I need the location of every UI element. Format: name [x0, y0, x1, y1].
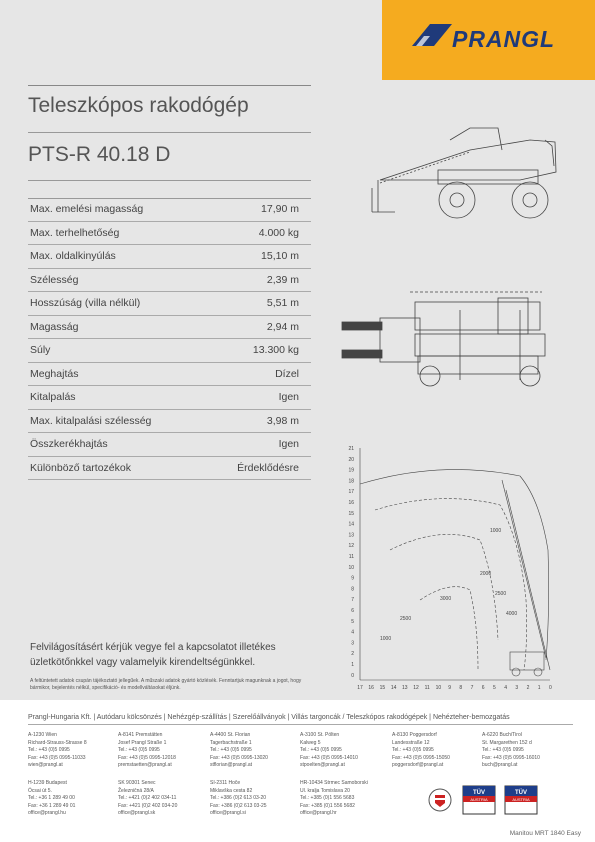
y-tick-label: 15	[348, 510, 354, 517]
address-line: Josef Prangl Straße 1	[118, 739, 167, 746]
x-tick-label: 1	[537, 685, 541, 691]
logo-mark-icon	[412, 24, 452, 46]
address-line[interactable]: office@prangl.hr	[300, 810, 337, 816]
spec-label: Magasság	[30, 320, 79, 333]
spec-label: Meghajtás	[30, 367, 79, 380]
address-line[interactable]: office@prangl.hu	[28, 810, 66, 816]
spec-row	[28, 433, 311, 457]
spec-value: 2,39 m	[266, 273, 299, 286]
address-line: Tel.: +43 (0)5 0995	[392, 747, 434, 753]
y-tick-label: 17	[348, 489, 354, 496]
x-tick-label: 9	[448, 685, 451, 691]
spec-row	[28, 410, 311, 434]
x-tick-label: 13	[402, 685, 408, 691]
spec-row	[28, 269, 311, 293]
address-line: Fax: +385 (0)1 556 5682	[300, 802, 355, 809]
address-line: Fax: +386 (0)2 613 03-25	[210, 802, 267, 809]
office-address	[300, 732, 386, 770]
spec-row	[28, 457, 311, 481]
address-line[interactable]: office@prangl.sk	[118, 810, 156, 816]
address-line: St. Margarethen 152 d	[482, 739, 532, 746]
side-view-drawing	[372, 128, 556, 218]
x-tick-label: 0	[549, 685, 552, 691]
x-tick-label: 3	[515, 685, 519, 691]
spec-row	[28, 339, 311, 363]
address-line: Fax: +421 (0)2 402 034-20	[118, 802, 178, 809]
y-tick-label: 13	[348, 532, 354, 539]
spec-row	[28, 198, 311, 222]
y-tick-label: 5	[351, 618, 354, 625]
y-tick-label: 19	[348, 467, 354, 474]
spec-value: 4.000 kg	[258, 226, 299, 239]
address-line: SK 90301 Senec	[118, 780, 156, 786]
address-line: Miklavška cesta 82	[210, 787, 253, 794]
footer-services: Prangl-Hungaria Kft. | Autódaru kölcsönzés | Nehézgép-szállítás | Szerelőállványok | Villás targoncák / Teleszkópos rakodógépek | Nehézteher-bemozgatás	[28, 714, 573, 725]
address-line[interactable]: office@prangl.si	[210, 810, 246, 816]
y-tick-label: 12	[348, 543, 354, 550]
seal-sublabel: AUSTRIA	[470, 797, 488, 802]
y-tick-label: 0	[351, 672, 354, 679]
office-address	[300, 780, 386, 818]
address-line: Tel.: +36 1 289 49 00	[28, 795, 75, 801]
address-line[interactable]: wien@prangl.at	[28, 762, 63, 768]
svg-text:4000: 4000	[506, 611, 518, 617]
address-line: A-4400 St. Florian	[210, 732, 251, 738]
address-line: Tel.: +43 (0)5 0995	[482, 747, 524, 753]
spec-label: Max. oldalkinyúlás	[30, 250, 116, 263]
address-line: Fax: +36 1 289 49 01	[28, 802, 76, 809]
spec-value: 3,98 m	[266, 414, 299, 427]
y-tick-label: 6	[351, 608, 354, 614]
address-line: A-3100 St. Pölten	[300, 732, 340, 738]
spec-row	[28, 316, 311, 340]
x-tick-label: 16	[368, 685, 374, 691]
address-line: A-8130 Poggersdorf	[392, 732, 437, 738]
y-tick-labels	[348, 446, 354, 679]
model-title: PTS-R 40.18 D	[28, 143, 171, 166]
x-tick-label: 7	[470, 685, 474, 691]
address-line: Tel.: +43 (0)5 0995	[210, 747, 252, 753]
address-line: H-1239 Budapest	[28, 780, 67, 786]
spec-value: 17,90 m	[261, 203, 299, 216]
y-tick-label: 14	[348, 521, 354, 528]
y-tick-label: 2	[351, 651, 354, 658]
address-line: A-1230 Wien	[28, 732, 57, 738]
y-tick-label: 8	[351, 586, 354, 593]
spec-label: Kitalpalás	[30, 391, 76, 404]
address-line: Fax: +43 (0)5 0995-16010	[482, 754, 540, 761]
x-tick-label: 2	[526, 685, 530, 691]
spec-value: Igen	[278, 438, 299, 451]
office-address	[118, 780, 204, 818]
address-line: Železničná 28/A	[118, 787, 154, 794]
address-line[interactable]: poggersdorf@prangl.at	[392, 762, 444, 768]
x-tick-label: 8	[459, 685, 463, 691]
y-tick-label: 21	[348, 446, 354, 452]
x-tick-labels	[357, 685, 552, 691]
y-tick-label: 4	[351, 629, 354, 636]
address-line[interactable]: stflorian@prangl.at	[210, 762, 253, 768]
address-line: A-8141 Premstätten	[118, 732, 163, 738]
spec-value: Dízel	[275, 367, 299, 380]
spec-row	[28, 245, 311, 269]
y-tick-label: 11	[348, 554, 354, 560]
caption: Manitou MRT 1840 Easy	[509, 830, 581, 837]
disclaimer: A feltüntetett adatok csupán tájékoztató jellegűek. A műszaki adatok gyártó közlésék. Fenntartjuk magunknak a jogot, hogy bármikor, bejelentés nélkül, specifikáció- és modellváltásokat éljünk.	[30, 678, 302, 691]
spec-label: Max. emelési magasság	[30, 203, 144, 216]
spec-label: Összkerékhajtás	[30, 438, 108, 451]
address-line: SI-2311 Hoče	[210, 780, 241, 786]
address-line: Tagerbachstraße 1	[210, 739, 252, 746]
page-title: Teleszkópos rakodógép	[28, 94, 249, 117]
office-address	[118, 732, 204, 770]
y-tick-label: 7	[351, 597, 354, 604]
x-tick-label: 4	[504, 685, 507, 691]
machine-drawings	[320, 80, 595, 700]
address-line: HR-10434 Strmec Samoborski	[300, 780, 368, 786]
spec-row	[28, 363, 311, 387]
spec-value: 13.300 kg	[252, 344, 299, 357]
seal-sublabel: AUSTRIA	[512, 797, 530, 802]
load-chart	[360, 448, 550, 680]
seal-label: TÜV	[473, 790, 485, 796]
x-tick-label: 12	[413, 685, 419, 691]
y-tick-label: 9	[351, 575, 354, 582]
address-line: Fax: +43 (0)5 0995-11033	[28, 754, 86, 761]
spec-table	[28, 198, 311, 480]
address-line: Tel.: +43 (0)5 0995	[28, 747, 70, 753]
address-line: Fax: +43 (0)5 0995-12018	[118, 754, 176, 761]
svg-text:2500: 2500	[400, 616, 412, 622]
office-address	[210, 732, 296, 770]
address-line[interactable]: buch@prangl.at	[482, 762, 518, 768]
address-line: Fax: +43 (0)5 0995-13020	[210, 754, 268, 761]
office-address	[28, 780, 114, 818]
address-line: Tel.: +43 (0)5 0995	[300, 747, 342, 753]
address-line: Richard-Strauss-Strasse 8	[28, 739, 87, 746]
spec-row	[28, 222, 311, 246]
address-line: Fax: +43 (0)5 0995-15050	[392, 754, 450, 761]
address-line: Fax: +43 (0)5 0995-14010	[300, 754, 358, 761]
contact-note: Felvilágosításért kérjük vegye fel a kapcsolatot illetékes üzletkötőnkkel vagy valamelyik kirendeltségünkkel.	[30, 642, 276, 668]
x-tick-label: 15	[379, 685, 386, 691]
spec-value: 2,94 m	[266, 320, 299, 333]
y-tick-label: 20	[348, 456, 354, 463]
address-line: Tel.: +385 (0)1 556 5683	[300, 795, 355, 801]
seal-label: TÜV	[515, 790, 527, 796]
x-tick-label: 10	[435, 685, 442, 691]
y-tick-label: 18	[348, 478, 354, 485]
svg-text:3000: 3000	[440, 596, 452, 602]
x-tick-label: 11	[424, 685, 430, 691]
tuev-seal-icon	[504, 785, 538, 815]
x-tick-label: 17	[357, 685, 363, 691]
y-tick-label: 1	[351, 662, 354, 668]
spec-value: 15,10 m	[261, 250, 299, 263]
address-line: Tel.: +386 (0)2 613 03-20	[210, 795, 267, 801]
spec-value: Igen	[278, 391, 299, 404]
coat-of-arms-icon	[428, 785, 452, 815]
spec-value: 5,51 m	[266, 297, 299, 310]
office-address	[28, 732, 114, 770]
y-tick-label: 10	[348, 564, 354, 571]
spec-label: Hosszúság (villa nélkül)	[30, 297, 141, 310]
spec-label: Súly	[30, 344, 51, 357]
address-line: Ul. kralja Tomislava 20	[300, 787, 350, 794]
address-line[interactable]: premstaetten@prangl.at	[118, 762, 172, 768]
svg-text:1000: 1000	[490, 528, 502, 534]
office-address	[210, 780, 296, 818]
divider	[28, 132, 311, 133]
y-tick-label: 16	[348, 500, 354, 506]
tuev-seal-icon	[462, 785, 496, 815]
spec-label: Különböző tartozékok	[30, 461, 131, 474]
brand-logo[interactable]: PRANGL	[452, 26, 556, 52]
svg-text:2000: 2000	[480, 571, 492, 577]
address-line: Tel.: +43 (0)5 0995	[118, 747, 160, 753]
address-line: Kalweg 5	[300, 739, 321, 746]
address-line: Ócsai út 5.	[28, 787, 52, 794]
x-tick-label: 14	[390, 685, 397, 691]
spec-row	[28, 386, 311, 410]
spec-label: Max. terhelhetőség	[30, 226, 120, 239]
top-view-drawing	[342, 292, 545, 386]
x-tick-label: 6	[481, 685, 485, 691]
spec-row	[28, 292, 311, 316]
divider	[28, 85, 311, 86]
office-address	[392, 732, 478, 770]
address-line[interactable]: stpoelten@prangl.at	[300, 762, 345, 768]
divider	[28, 180, 311, 181]
address-line: A-6220 Buch/Tirol	[482, 732, 522, 738]
spec-label: Max. kitalpalási szélesség	[30, 414, 152, 427]
spec-value: Érdeklődésre	[237, 461, 299, 474]
office-address	[482, 732, 568, 770]
spec-label: Szélesség	[30, 273, 79, 286]
y-tick-label: 3	[351, 640, 354, 647]
address-line: Tel.: +421 (0)2 402 034-11	[118, 795, 177, 801]
x-tick-label: 5	[493, 685, 496, 691]
svg-text:1000: 1000	[380, 636, 392, 642]
svg-text:2500: 2500	[495, 591, 507, 597]
address-line: Landesstraße 12	[392, 739, 430, 746]
